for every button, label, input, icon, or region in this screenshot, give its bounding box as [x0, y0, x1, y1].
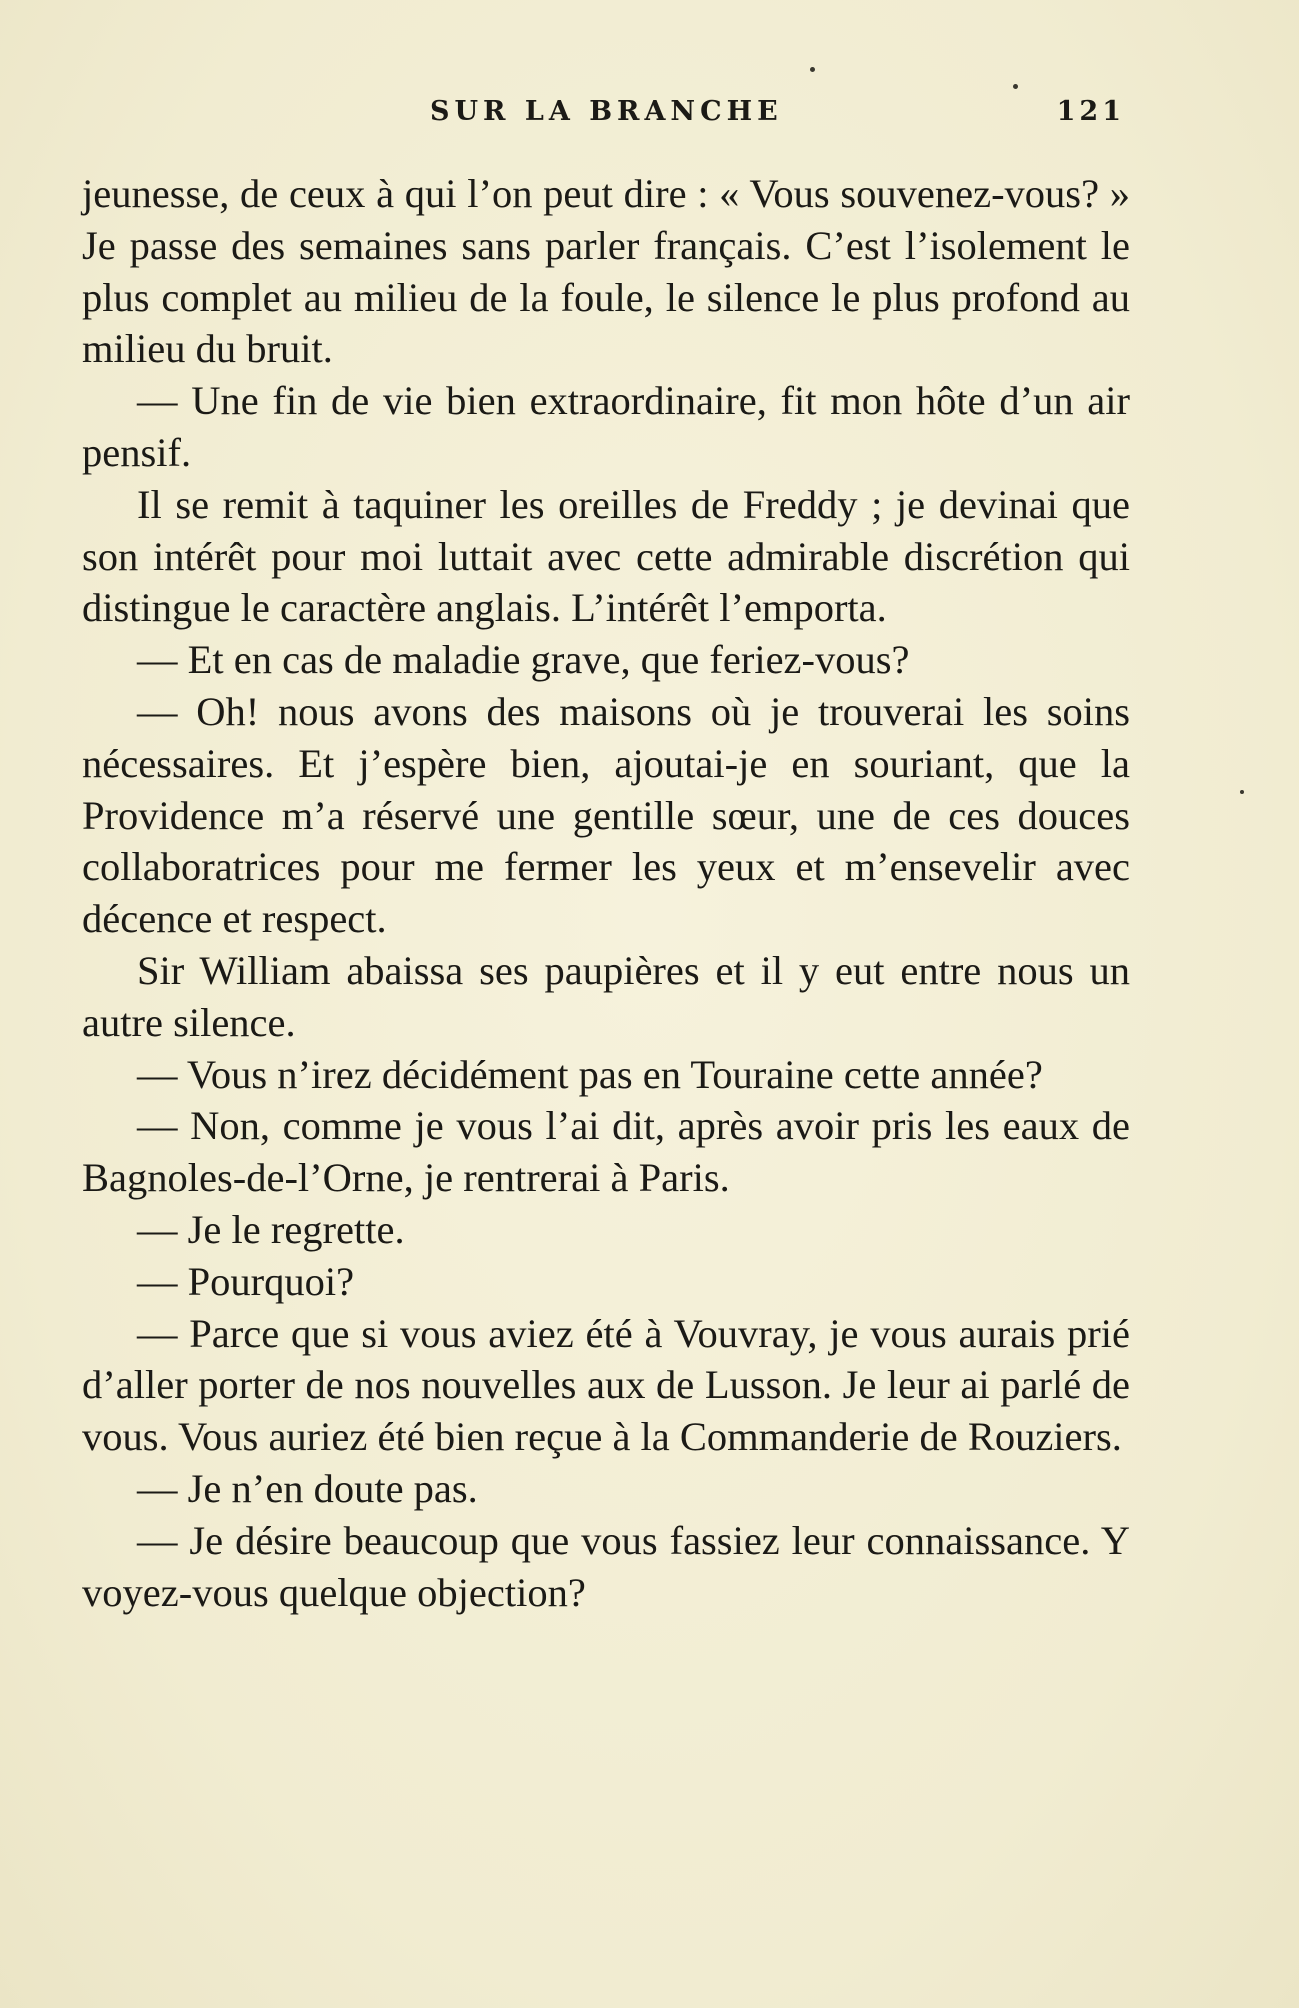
dialogue-line: — Non, comme je vous l’ai dit, après avoir pris les eaux de Bagnoles-de-l’Orne, je rentrerai à Paris. [82, 1103, 1130, 1201]
dialogue-line: — Parce que si vous aviez été à Vouvray, je vous aurais prié d’aller porter de nos nouvelles aux de Lusson. Je leur ai parlé de vous. Vous auriez été bien reçue à la Commanderie de Rouziers. [82, 1310, 1130, 1460]
dialogue-line: — Une fin de vie bien extraordinaire, fit mon hôte d’un air pensif. [82, 378, 1130, 475]
paragraph: jeunesse, de ceux à qui l’on peut dire : « Vous souvenez-vous? » Je passe des semaines sans parler français. C’est l’isolement le plus complet au milieu de la foule, le silence le plus profond au milieu du bruit. [82, 171, 1130, 372]
paragraph: Il se remit à taquiner les oreilles de Freddy ; je devinai que son intérêt pour moi luttait avec cette admirable discrétion qui distingue le caractère anglais. L’intérêt l’emporta. [82, 481, 1130, 631]
ink-speck [1240, 790, 1244, 794]
dialogue-line: — Je n’en doute pas. [137, 1465, 478, 1511]
ink-speck [1013, 84, 1018, 89]
dialogue-line: — Et en cas de maladie grave, que feriez-vous? [137, 637, 910, 683]
dialogue-line: — Oh! nous avons des maisons où je trouverai les soins nécessaires. Et j’espère bien, ajoutai-je en souriant, que la Providence m’a réservé une gentille sœur, une de ces douces collaboratrices pour me fermer les yeux et m’ensevelir avec décence et respect. [82, 688, 1130, 942]
dialogue-line: — Pourquoi? [137, 1258, 355, 1304]
dialogue-line: — Je désire beaucoup que vous fassiez leur connaissance. Y voyez-vous quelque objection? [82, 1517, 1130, 1615]
body-text [82, 168, 1130, 1618]
dialogue-line: — Vous n’irez décidément pas en Touraine cette année? [137, 1051, 1043, 1097]
ink-speck [810, 67, 815, 72]
page-number: 121 [1056, 96, 1125, 127]
dialogue-line: — Je le regrette. [137, 1206, 405, 1252]
paragraph: Sir William abaissa ses paupières et il y eut entre nous un autre silence. [82, 947, 1130, 1045]
page-header [80, 96, 1125, 136]
running-title: SUR LA BRANCHE [430, 96, 783, 127]
